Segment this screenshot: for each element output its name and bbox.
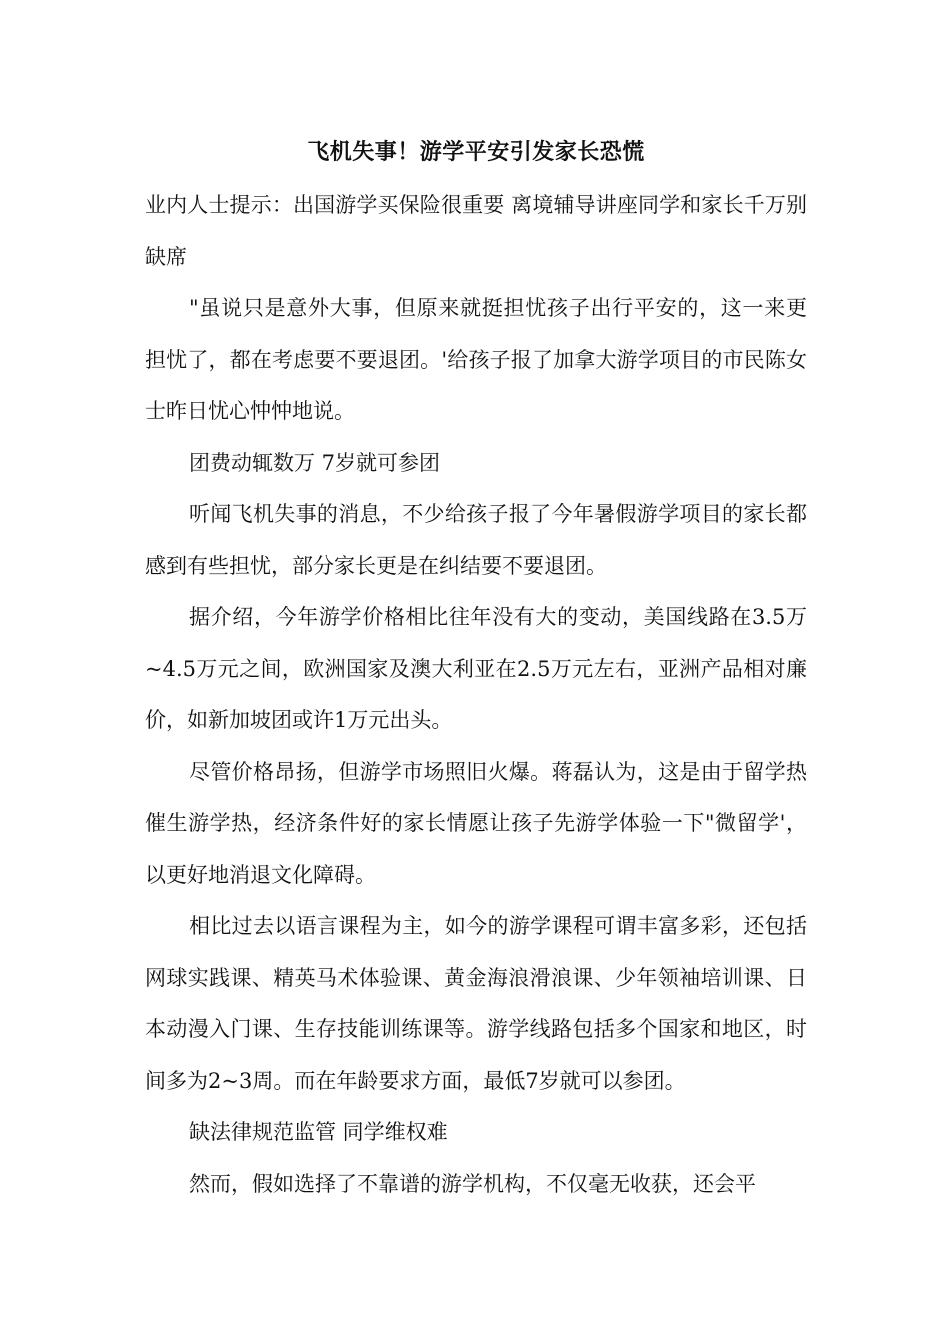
section-heading-regulation: 缺法律规范监管 同学维权难 [189,1120,448,1144]
document-title: 飞机失事！游学平安引发家长恐慌 [307,139,645,165]
body-paragraph: 听闻飞机失事的消息，不少给孩子报了今年暑假游学项目的家长都感到有些担忧，部分家长更是在纠结要不要退团。 [145,502,807,578]
body-paragraph: 据介绍，今年游学价格相比往年没有大的变动，美国线路在3.5万~4.5万元之间，欧洲国家及澳大利亚在2.5万元左右，亚洲产品相对廉价，如新加坡团或许1万元出头。 [145,605,807,732]
body-paragraph: 然而，假如选择了不靠谱的游学机构，不仅毫无收获，还会平 [189,1171,756,1196]
body-paragraph: 相比过去以语言课程为主，如今的游学课程可谓丰富多彩，还包括网球实践课、精英马术体验课、黄金海浪滑浪课、少年领袖培训课、日本动漫入门课、生存技能训练课等。游学线路包括多个国家和地区，时间多为2~3周。而在年龄要求方面，最低7岁就可以参团。 [145,914,807,1093]
section-heading-fees: 团费动辄数万 7岁就可参团 [189,450,441,475]
quote-paragraph: "虽说只是意外大事，但原来就挺担忧孩子出行平安的，这一来更担忧了，都在考虑要不要退团。'给孩子报了加拿大游学项目的市民陈女士昨日忧心忡忡地说。 [145,296,807,423]
body-paragraph: 尽管价格昂扬，但游学市场照旧火爆。蒋磊认为，这是由于留学热催生游学热，经济条件好的家长情愿让孩子先游学体验一下"微留学'，以更好地消退文化障碍。 [145,759,807,887]
lead-paragraph: 业内人士提示：出国游学买保险很重要 离境辅导讲座同学和家长千万别缺席 [145,193,807,269]
document-body [145,128,807,1210]
